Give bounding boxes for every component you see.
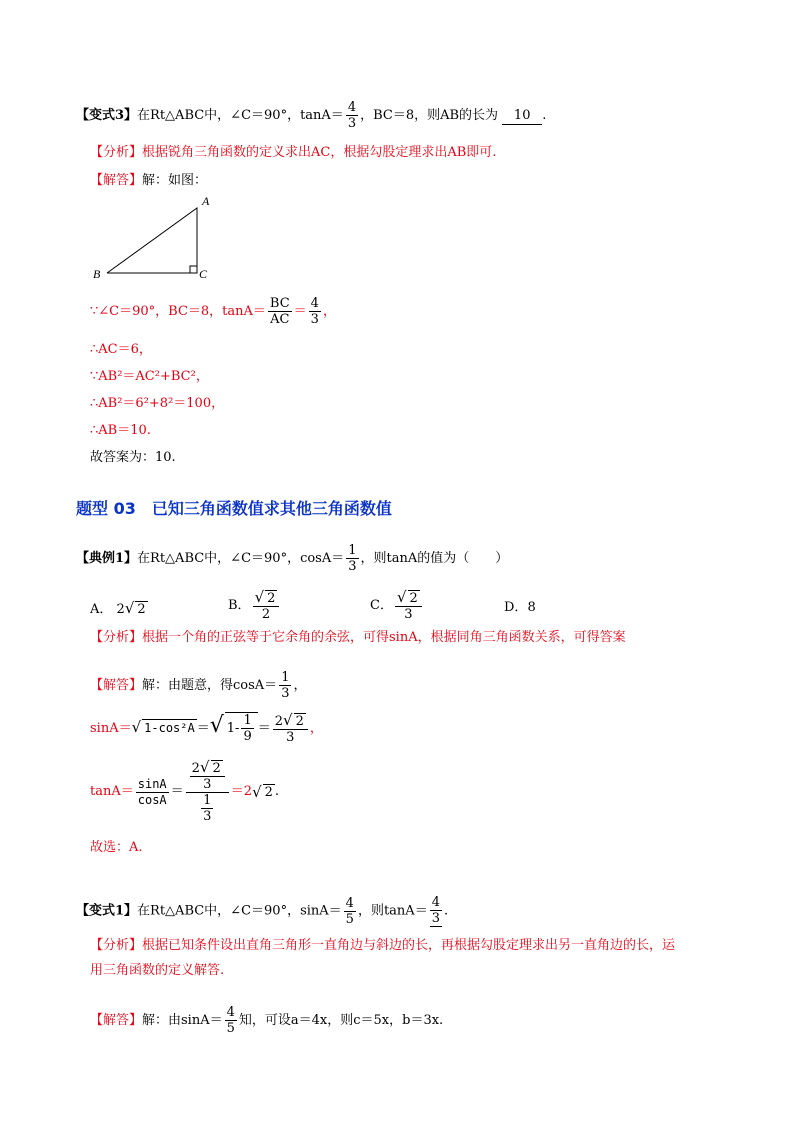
variant3-final-answer: 故答案为：10. <box>90 450 176 465</box>
option-a: A． 2√ 2 <box>90 599 146 617</box>
option-c: C． $\frac{√ 2}{3}$ <box>370 590 424 622</box>
variant1-analysis-2: 用三角函数的定义解答. <box>90 963 225 978</box>
variant1-tag: 【变式1】 <box>76 903 138 919</box>
variant3-stem-a: 在Rt△ABC中，∠C＝90°，tanA＝ <box>137 108 344 123</box>
example1-solution-3: tanA＝ $\frac{\sin A}{\cos A}$ ＝ $\frac{\frac{2√ 2}{3}}{\frac{1}{3}}$ ＝2√ 2 . <box>90 758 280 824</box>
example1-analysis: 【分析】根据一个角的正弦等于它余角的余弦，可得sinA，根据同角三角函数关系，可得答案 <box>90 630 626 645</box>
example1-solution-2: sinA＝√ 1-cos²A ＝√ 1- $\frac{1}{9}$ ＝ $\frac{2√ 2}{3}$ ， <box>90 710 323 745</box>
variant3-step-5: ∴AB＝10. <box>90 423 151 438</box>
variant3-stem: 【变式3】在Rt△ABC中，∠C＝90°，tanA＝ $\frac{4}{3}$ ，BC＝8，则AB的长为 10 . <box>76 100 547 131</box>
vertex-a-label: A <box>202 194 210 208</box>
four-thirds-fraction: $\frac{4}{3}$ <box>310 296 319 327</box>
section-title: 题型 03 已知三角函数值求其他三角函数值 <box>76 499 392 518</box>
triangle-figure <box>90 192 230 282</box>
example1-stem: 【典例1】在Rt△ABC中，∠C＝90°，cosA＝ $\frac{1}{3}$ ，则tanA的值为（ ） <box>76 543 509 574</box>
triangle-outline <box>107 208 197 273</box>
cos-fraction: $\frac{1}{3}$ <box>348 543 357 574</box>
example1-choice: 故选：A. <box>90 840 143 855</box>
option-d: D．8 <box>504 600 536 615</box>
sin-fraction: $\frac{4}{5}$ <box>345 895 354 927</box>
right-angle-mark <box>190 266 197 273</box>
example1-tag: 【典例1】 <box>76 551 138 566</box>
bc-over-ac-fraction: $\frac{BC}{AC}$ <box>269 296 290 327</box>
variant3-tag: 【变式3】 <box>76 108 138 123</box>
sin-over-cos-fraction: $\frac{\sin A}{\cos A}$ <box>137 776 167 807</box>
variant3-answer-blank: 10 <box>502 108 542 125</box>
example1-solution-1: 【解答】解：由题意，得cosA＝ $\frac{1}{3}$ ， <box>90 670 307 701</box>
variant3-step-4: ∴AB²＝6²+8²＝100， <box>90 396 225 411</box>
variant1-solution: 【解答】解：由sinA＝ $\frac{4}{5}$ 知，可设a＝4x，则c＝5x，b＝3x. <box>90 1005 444 1036</box>
variant1-stem: 【变式1】在Rt△ABC中，∠C＝90°，sinA＝ $\frac{4}{5}$ ，则tanA＝ $\frac{4}{3}$ . <box>76 895 449 927</box>
option-b: B． $\frac{√ 2}{2}$ <box>228 590 281 622</box>
variant3-solution-intro: 【解答】解：如图： <box>90 173 208 188</box>
vertex-c-label: C <box>199 267 208 281</box>
variant3-tan-fraction: $\frac{4}{3}$ <box>347 100 357 131</box>
answer-fraction: $\frac{4}{3}$ <box>431 895 440 926</box>
variant1-analysis-1: 【分析】根据已知条件设出直角三角形一直角边与斜边的长，再根据勾股定理求出另一直角边的长，运 <box>90 938 676 953</box>
compound-fraction: $\frac{\frac{2√ 2}{3}}{\frac{1}{3}}$ <box>186 760 229 824</box>
variant3-step-1: ∵∠C＝90°，BC＝8，tanA＝ $\frac{BC}{AC}$ ＝ $\frac{4}{3}$ ， <box>90 296 336 327</box>
vertex-b-label: B <box>93 267 101 281</box>
variant3-step-3: ∵AB²＝AC²+BC²， <box>90 369 209 384</box>
variant3-analysis: 【分析】根据锐角三角函数的定义求出AC，根据勾股定理求出AB即可. <box>90 145 497 160</box>
variant3-step-2: ∴AC＝6， <box>90 342 152 357</box>
